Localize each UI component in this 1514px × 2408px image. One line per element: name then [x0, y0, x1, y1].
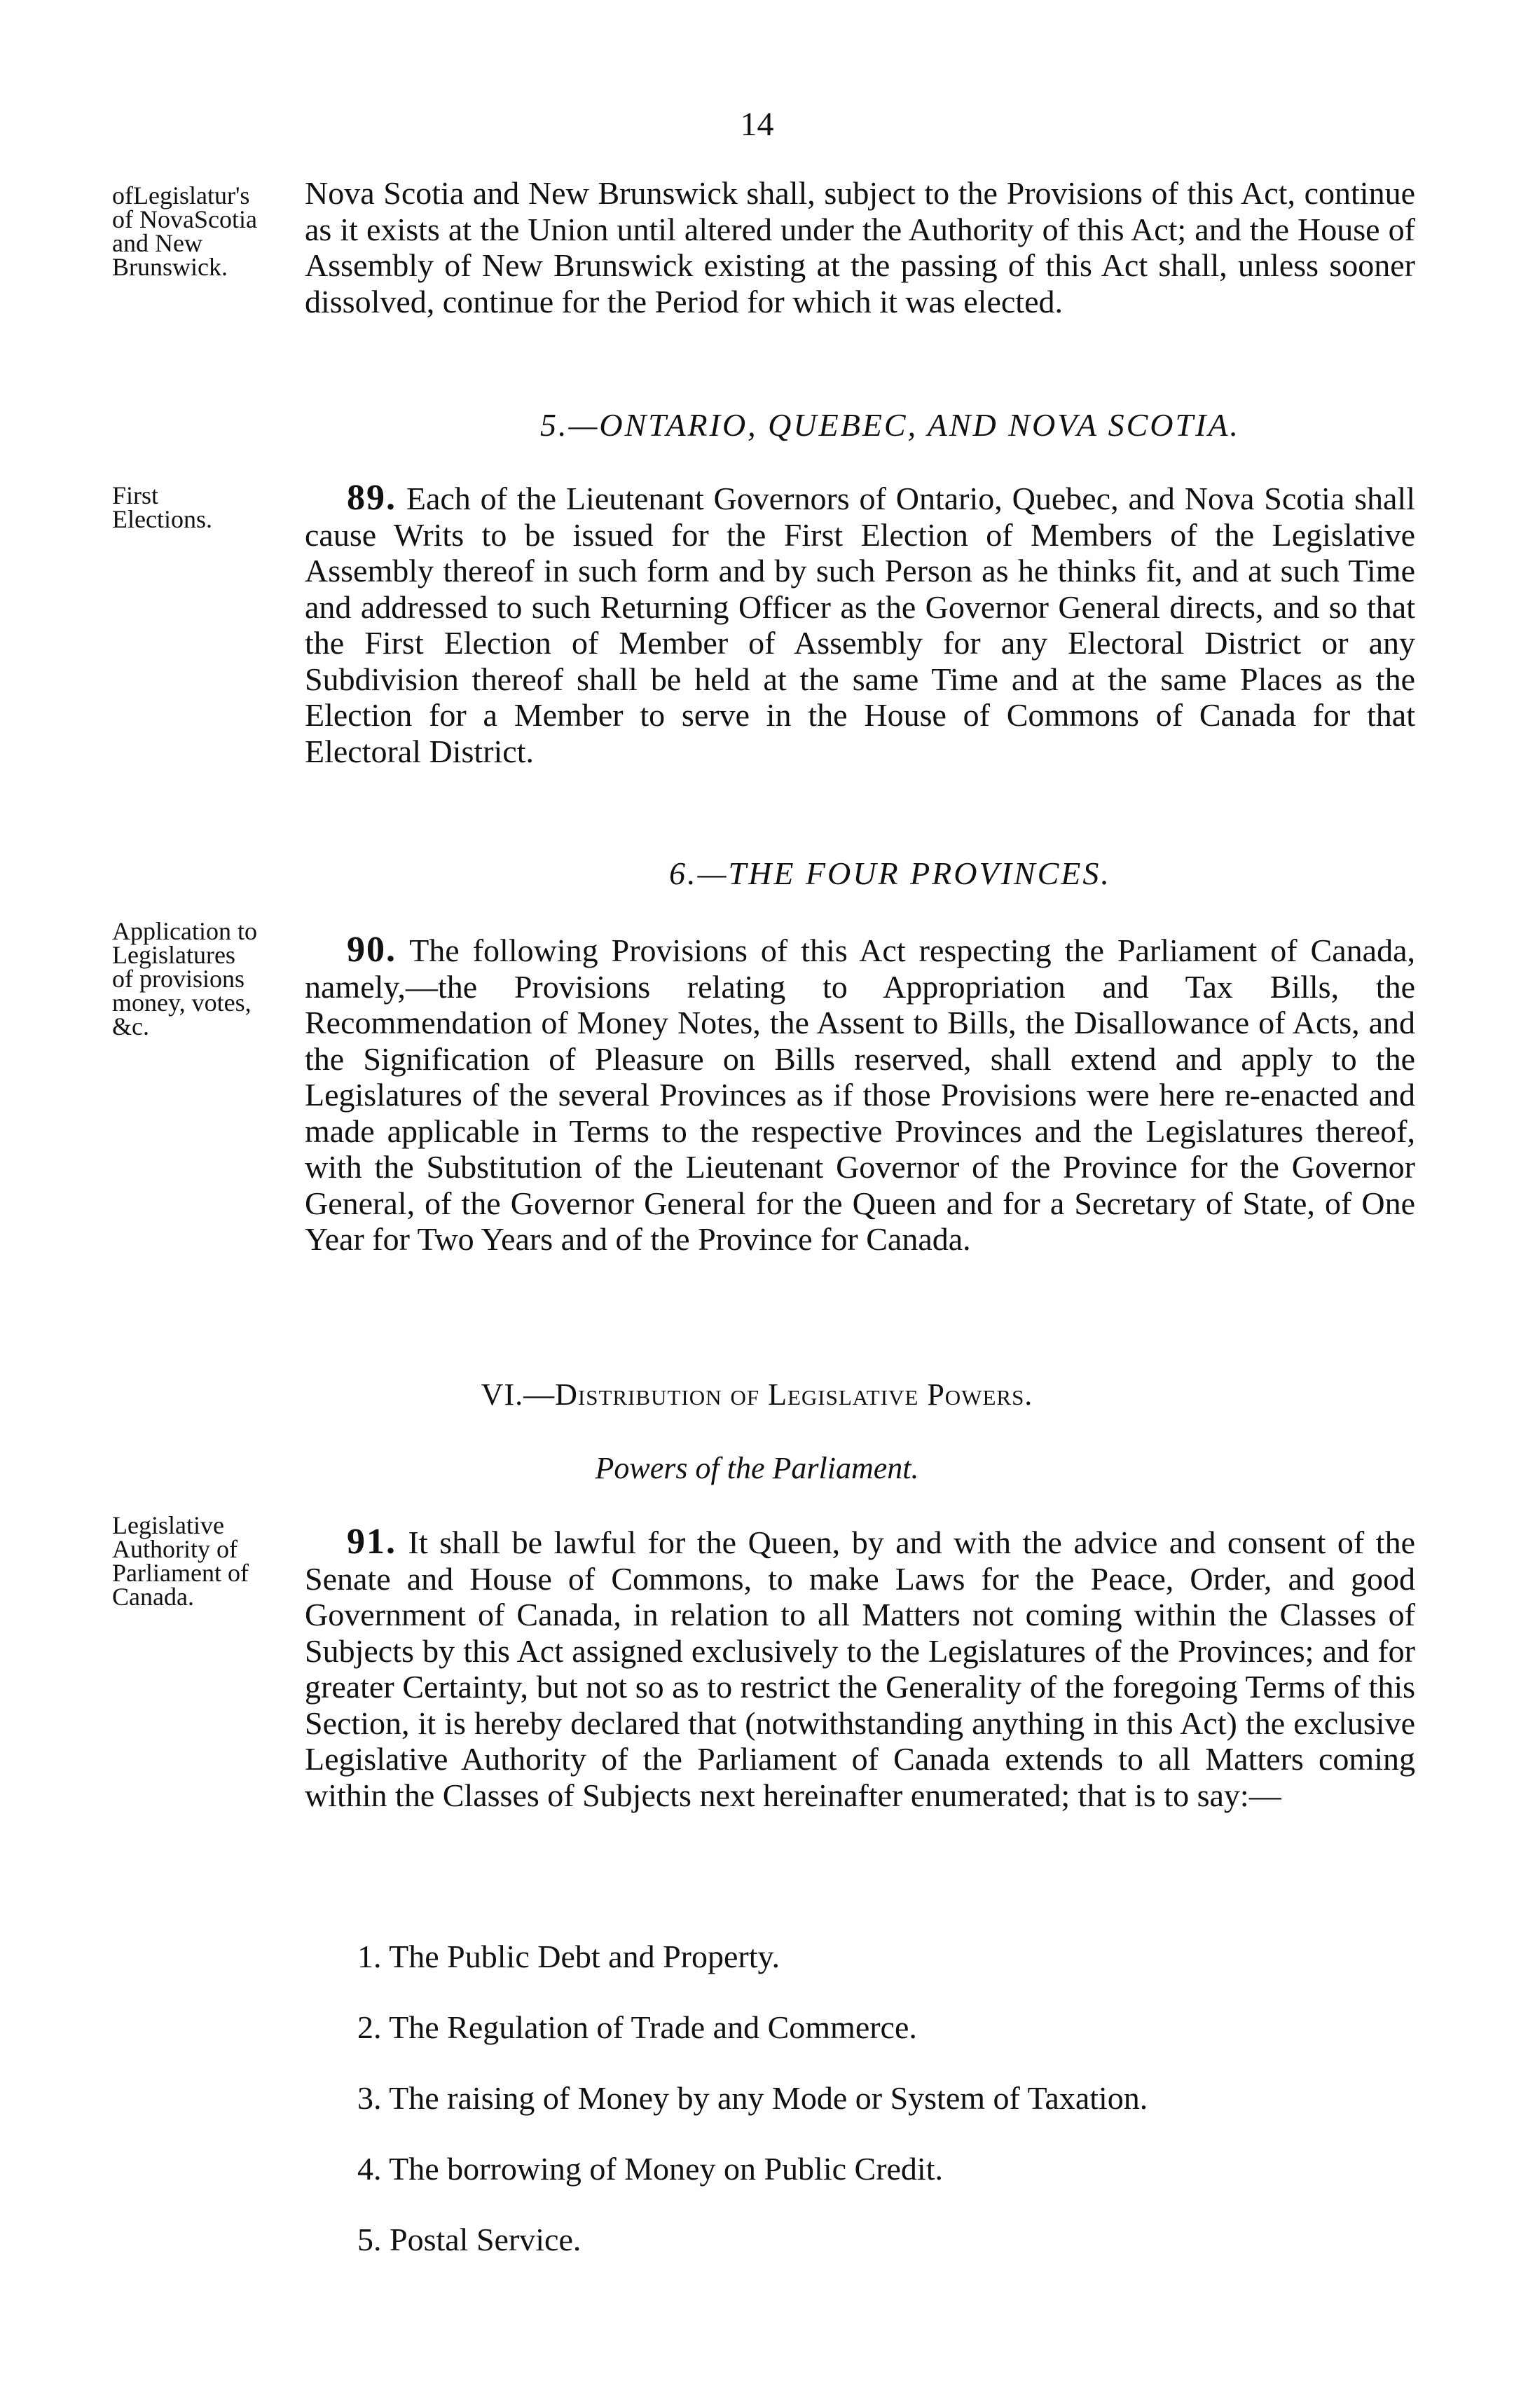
heading-four-provinces: 6.—THE FOUR PROVINCES. [669, 855, 1111, 891]
section-91 [305, 1524, 1415, 1813]
section-89-text: Each of the Lieutenant Governors of Ontario, Quebec, and Nova Scotia shall cause Writs to be issued for the First Election of Members of the Legislative Assembly thereof in such form and by such Person as he thinks fit, and at such Time and addressed to such Returning Officer as the Governor General directs, and so that the First Election of Member of Assembly for any Electoral District or any Subdivision thereof shall be held at the same Time and at the same Places as the Election for a Member to serve in the House of Commons of Canada for that Electoral District. [305, 481, 1415, 769]
section-89-number: 89. [347, 478, 397, 518]
carryover-paragraph: Nova Scotia and New Brunswick shall, subject to the Provisions of this Act, continue as it exists at the Union until altered under the Authority of this Act; and the House of Assembly of New Brunswick existing at the passing of this Act shall, unless sooner dissolved, continue for the Period for which it was elected. [305, 175, 1415, 319]
part-vi-heading: VI.—Distribution of Legislative Powers. [481, 1377, 1033, 1412]
margin-note-legislative-authority: Legislative Authority of Parliament of Canada. [112, 1511, 249, 1611]
list-item: 2. The Regulation of Trade and Commerce. [357, 2009, 917, 2045]
list-item: 1. The Public Debt and Property. [357, 1939, 780, 1974]
margin-note-nova-scotia-new-brunswick: ofLegislatur's of NovaScotia and New Brunswick. [112, 181, 257, 281]
section-90 [305, 932, 1415, 1258]
list-item: 5. Postal Service. [357, 2222, 581, 2257]
section-90-number: 90. [347, 930, 397, 970]
section-89 [305, 480, 1415, 769]
powers-of-parliament-subheading: Powers of the Parliament. [595, 1451, 919, 1485]
margin-note-first-elections: First Elections. [112, 481, 212, 533]
section-91-number: 91. [347, 1522, 397, 1562]
margin-note-application-to-legislatures: Application to Legislatures of provisions money, votes, &c. [112, 917, 257, 1040]
page-number: 14 [740, 106, 774, 143]
list-item: 3. The raising of Money by any Mode or System of Taxation. [357, 2080, 1148, 2116]
heading-ontario-quebec-nova-scotia: 5.—ONTARIO, QUEBEC, AND NOVA SCOTIA. [539, 407, 1241, 443]
list-item: 4. The borrowing of Money on Public Credit. [357, 2151, 943, 2187]
section-90-text: The following Provisions of this Act respecting the Parliament of Canada, namely,—the Provisions relating to Appropriation and Tax Bills, the Recommendation of Money Notes, the Assent to Bills, the Disallowance of Acts, and the Signification of Pleasure on Bills reserved, shall extend and apply to the Legislatures of the several Provinces as if those Provisions were here re-enacted and made applicable in Terms to the respective Provinces and the Legislatures thereof, with the Substitution of the Lieutenant Governor of the Province for the Governor General, of the Governor General for the Queen and for a Secretary of State, of One Year for Two Years and of the Province for Canada. [305, 933, 1415, 1257]
enumerated-list [357, 1941, 1148, 2295]
section-91-text: It shall be lawful for the Queen, by and with the advice and consent of the Senate and House of Commons, to make Laws for the Peace, Order, and good Government of Canada, in relation to all Matters not coming within the Classes of Subjects by this Act assigned exclusively to the Legislatures of the Provinces; and for greater Certainty, but not so as to restrict the Generality of the foregoing Terms of this Section, it is hereby declared that (notwithstanding anything in this Act) the exclusive Legislative Authority of the Parliament of Canada extends to all Matters coming within the Classes of Subjects next hereinafter enumerated; that is to say:— [305, 1525, 1415, 1813]
